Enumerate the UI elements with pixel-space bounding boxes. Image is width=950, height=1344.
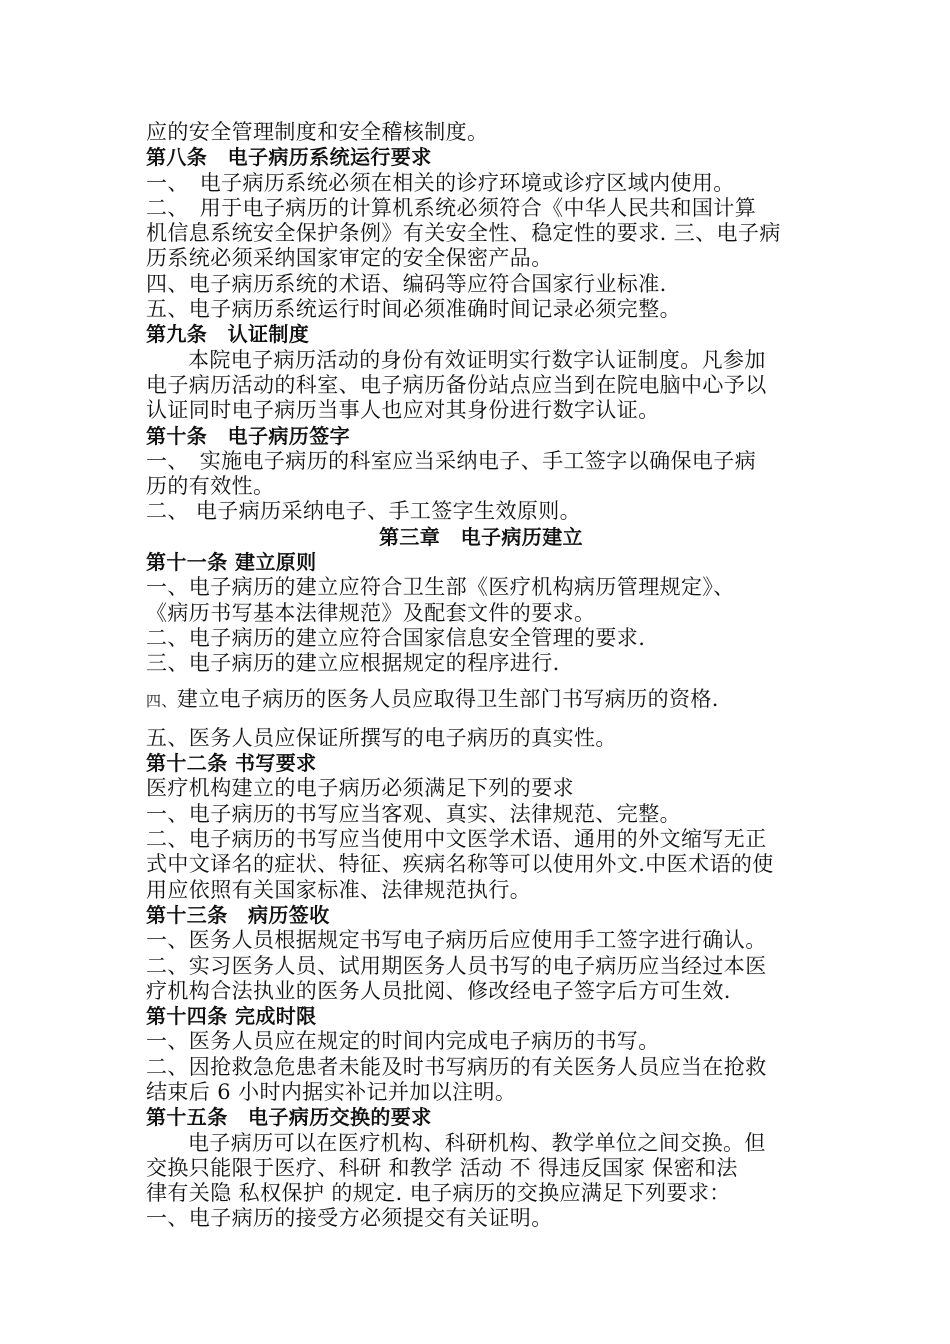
list-marker: 四、 [146, 691, 177, 710]
text-line: 《病历书写基本法律规范》及配套文件的要求。 [146, 600, 596, 625]
text-line [146, 687, 816, 714]
text-line: 用应依照有关国家标准、法律规范执行。 [146, 877, 532, 902]
text-line: 五、医务人员应保证所撰写的电子病历的真实性。 [146, 725, 617, 750]
text-line: 疗机构合法执业的医务人员批阅、修改经电子签字后方可生效. [146, 978, 731, 1003]
text-line: 一、电子病历的书写应当客观、真实、法律规范、完整。 [146, 801, 681, 826]
text-line: 五、电子病历系统运行时间必须准确时间记录必须完整。 [146, 297, 681, 322]
article-heading: 第十四条 完成时限 [146, 1004, 317, 1029]
text-line: 历的有效性。 [146, 474, 275, 499]
text-line: 一、医务人员根据规定书写电子病历后应使用手工签字进行确认。 [146, 928, 767, 953]
text-line: 三、电子病历的建立应根据规定的程序进行. [146, 651, 560, 676]
text-line: 二、 用于电子病历的计算机系统必须符合《中华人民共和国计算 [146, 195, 757, 220]
article-heading: 第九条 认证制度 [146, 322, 310, 347]
text-line: 二、因抢救急危患者未能及时书写病历的有关医务人员应当在抢救 [146, 1054, 767, 1079]
text-line: 机信息系统安全保护条例》有关安全性、稳定性的要求. 三、电子病 [146, 221, 781, 246]
text-line: 律有关隐 私权保护 的规定. 电子病历的交换应满足下列要求： [146, 1181, 731, 1206]
text-line: 二、电子病历的建立应符合国家信息安全管理的要求. [146, 625, 646, 650]
article-heading: 第十一条 建立原则 [146, 550, 317, 575]
article-heading: 第八条 电子病历系统运行要求 [146, 145, 432, 170]
text-line: 医疗机构建立的电子病历必须满足下列的要求 [146, 776, 574, 801]
text-line: 二、电子病历的书写应当使用中文医学术语、通用的外文缩写无正 [146, 827, 767, 852]
text-line: 二、实习医务人员、试用期医务人员书写的电子病历应当经过本医 [146, 953, 767, 978]
text-line: 交换只能限于医疗、科研 和教学 活动 不 得违反国家 保密和法 [146, 1155, 738, 1180]
text-line: 电子病历可以在医疗机构、科研机构、教学单位之间交换。但 [188, 1130, 766, 1155]
text-line: 一、 实施电子病历的科室应当采纳电子、手工签字以确保电子病 [146, 448, 757, 473]
text-line: 一、医务人员应在规定的时间内完成电子病历的书写。 [146, 1029, 660, 1054]
text-line: 一、电子病历的建立应符合卫生部《医疗机构病历管理规定》、 [146, 575, 735, 600]
text-line: 应的安全管理制度和安全稽核制度。 [146, 120, 489, 144]
article-heading: 第十二条 书写要求 [146, 751, 317, 776]
text-span: 建立电子病历的医务人员应取得卫生部门书写病历的资格. [176, 686, 719, 711]
text-line: 二、 电子病历采纳电子、手工签字生效原则。 [146, 499, 582, 524]
article-heading: 第十条 电子病历签字 [146, 423, 350, 448]
text-line: 四、电子病历系统的术语、编码等应符合国家行业标准. [146, 271, 667, 296]
text-line: 一、 电子病历系统必须在相关的诊疗环境或诊疗区域内使用。 [146, 170, 735, 195]
article-heading: 第十五条 电子病历交换的要求 [146, 1105, 432, 1130]
article-heading: 第十三条 病历签收 [146, 902, 330, 927]
text-line: 一、电子病历的接受方必须提交有关证明。 [146, 1206, 553, 1231]
text-line: 本院电子病历活动的身份有效证明实行数字认证制度。凡参加 [188, 347, 766, 372]
text-line: 式中文译名的症状、特征、疾病名称等可以使用外文.中医术语的使 [146, 852, 774, 877]
text-line: 电子病历活动的科室、电子病历备份站点应当到在院电脑中心予以 [146, 372, 767, 397]
chapter-heading: 第三章 电子病历建立 [379, 524, 583, 549]
text-line: 历系统必须采纳国家审定的安全保密产品。 [146, 246, 553, 271]
text-line: 结束后 6 小时内据实补记并加以注明。 [146, 1079, 517, 1104]
text-line: 认证同时电子病历当事人也应对其身份进行数字认证。 [146, 398, 660, 423]
document-page [146, 120, 816, 1232]
